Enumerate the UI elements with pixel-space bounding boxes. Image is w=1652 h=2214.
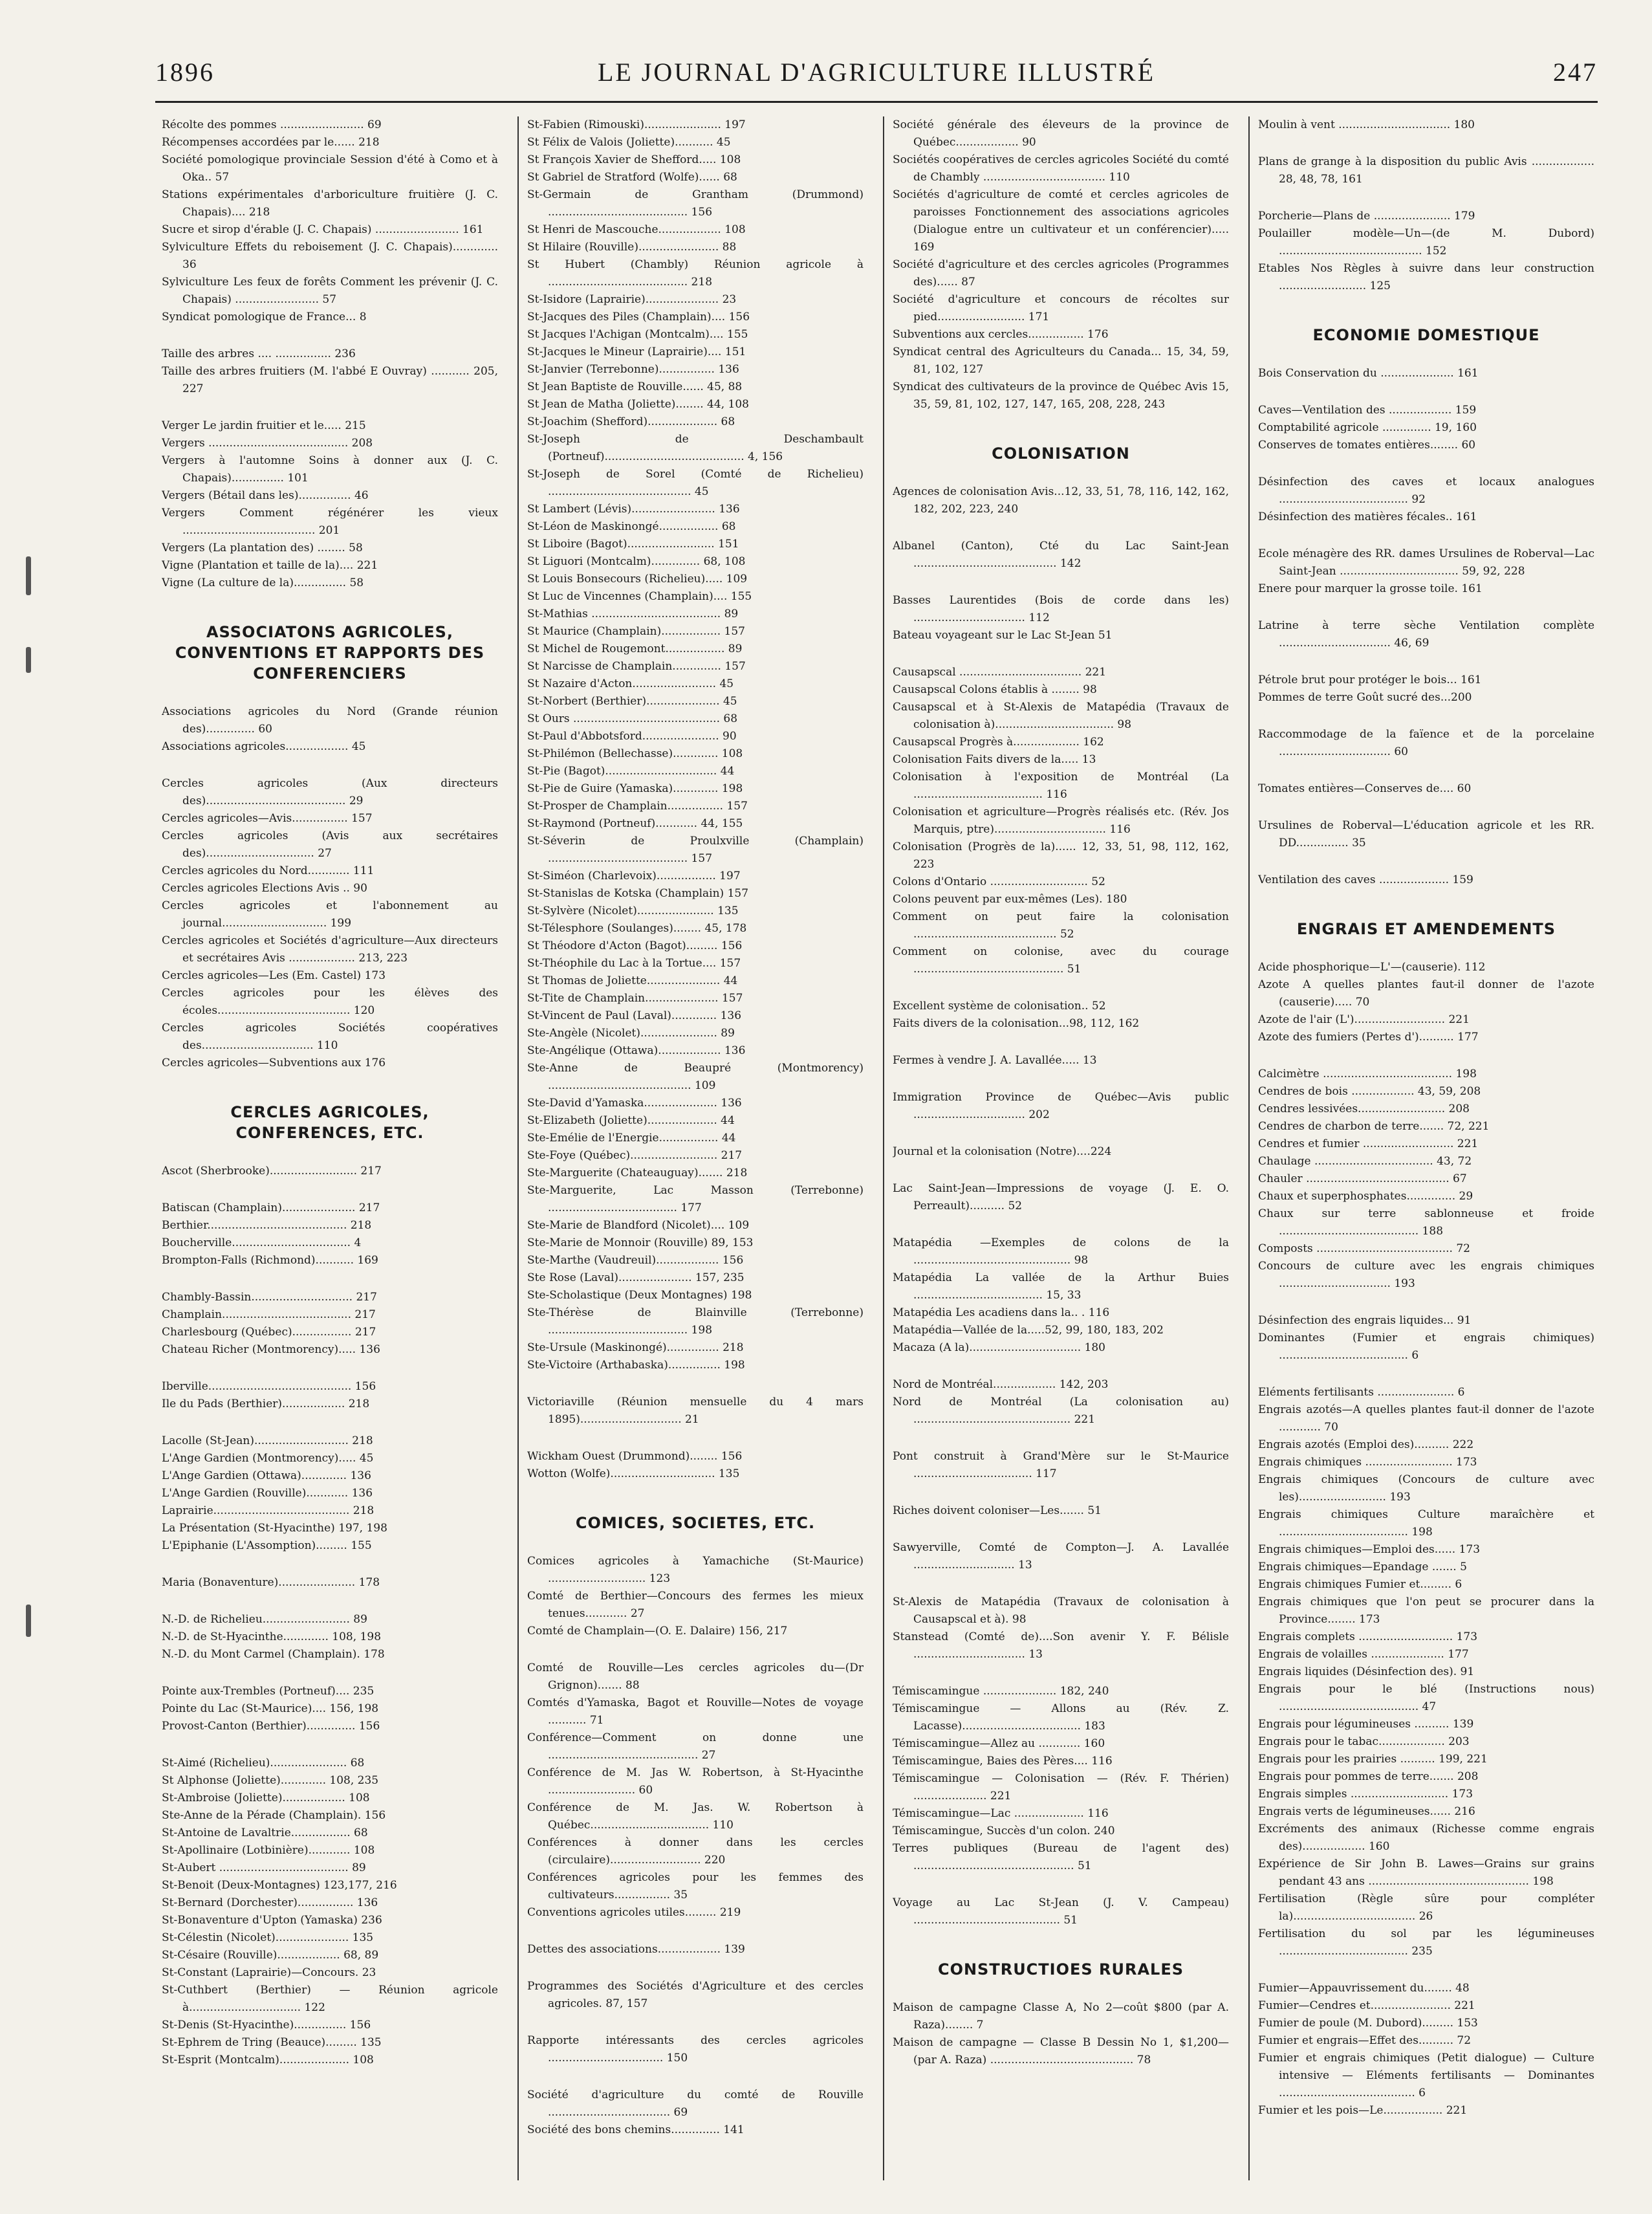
index-entry: St Narcisse de Champlain.............. 157 bbox=[527, 660, 746, 673]
index-entry: St Jacques l'Achigan (Montcalm).... 155 bbox=[527, 328, 748, 341]
index-entry: Cercles agricoles—Les (Em. Castel) 173 bbox=[162, 969, 386, 982]
index-entry: St-Alexis de Matapédia (Travaux de colonisation à Causapscal et à). 98 bbox=[893, 1595, 1229, 1626]
index-entry: Champlain..................................... 217 bbox=[162, 1308, 376, 1321]
index-entry: St-Constant (Laprairie)—Concours. 23 bbox=[162, 1966, 376, 1979]
index-entry: L'Ange Gardien (Ottawa)............. 136 bbox=[162, 1469, 371, 1482]
index-entry: St-Apollinaire (Lotbinière)............ 108 bbox=[162, 1844, 375, 1857]
index-entry: Raccommodage de la faïence et de la porcelaine ................................ 60 bbox=[1258, 728, 1594, 758]
index-entry: Albanel (Canton), Cté du Lac Saint-Jean ......................................... 142 bbox=[893, 540, 1229, 570]
index-entry: Vergers à l'automne Soins à donner aux (J. C. Chapais)............... 101 bbox=[162, 454, 498, 485]
index-entry: Laprairie....................................... 218 bbox=[162, 1504, 375, 1517]
index-entry: Comment on colonise, avec du courage ........................................... 51 bbox=[893, 945, 1229, 976]
index-entry: Azote des fumiers (Pertes d').......... 177 bbox=[1258, 1031, 1479, 1044]
index-entry: Engrais simples ............................ 173 bbox=[1258, 1788, 1473, 1801]
index-entry: St-Raymond (Portneuf)............ 44, 155 bbox=[527, 817, 743, 830]
index-entry: St-Ephrem de Tring (Beauce)......... 135 bbox=[162, 2036, 382, 2049]
index-entry: Ste-David d'Yamaska..................... 136 bbox=[527, 1097, 742, 1110]
index-entry: Ste-Marthe (Vaudreuil).................. 156 bbox=[527, 1254, 744, 1267]
index-entry: Ile du Pads (Berthier).................. 218 bbox=[162, 1397, 370, 1410]
index-entry: Comptabilité agricole .............. 19, 160 bbox=[1258, 421, 1477, 434]
index-entry: Ste-Thérèse de Blainville (Terrebonne) ........................................ 198 bbox=[527, 1306, 864, 1337]
index-entry: Caves—Ventilation des .................. 159 bbox=[1258, 404, 1477, 417]
index-entry: Ste-Ursule (Maskinongé)............... 218 bbox=[527, 1341, 744, 1354]
index-entry: Maison de campagne — Classe B Dessin No 1, $1,200— (par A. Raza) ......................................... 78 bbox=[893, 2036, 1229, 2066]
index-entry: Agences de colonisation Avis...12, 33, 51, 78, 116, 142, 162, 182, 202, 223, 240 bbox=[893, 485, 1229, 516]
header-rule bbox=[155, 101, 1598, 103]
index-entry: Ste-Marguerite (Chateauguay)....... 218 bbox=[527, 1167, 748, 1179]
index-entry: Poulailler modèle—Un—(de M. Dubord) ......................................... 152 bbox=[1258, 227, 1594, 258]
index-entry: Ventilation des caves .................... 159 bbox=[1258, 873, 1473, 886]
index-entry: Sucre et sirop d'érable (J. C. Chapais) ........................ 161 bbox=[162, 223, 484, 236]
index-entry: L'Epiphanie (L'Assomption)......... 155 bbox=[162, 1539, 372, 1552]
index-entry: St-Pie de Guire (Yamaska)............. 198 bbox=[527, 782, 743, 795]
index-entry: St-Joseph de Sorel (Comté de Richelieu) ......................................... 45 bbox=[527, 468, 864, 498]
index-entry: Immigration Province de Québec—Avis public ................................ 202 bbox=[893, 1091, 1229, 1121]
index-entry: N.-D. de Richelieu......................... 89 bbox=[162, 1613, 367, 1626]
index-entry: Eléments fertilisants ...................... 6 bbox=[1258, 1386, 1465, 1399]
index-entry: St-Stanislas de Kotska (Champlain) 157 bbox=[527, 887, 749, 900]
index-entry: Témiscamingue, Succès d'un colon. 240 bbox=[893, 1825, 1115, 1837]
index-entry: Sociétés coopératives de cercles agricoles Société du comté de Chambly ................................... 110 bbox=[893, 153, 1229, 184]
index-entry: Sylviculture Les feux de forêts Comment les prévenir (J. C. Chapais) ........................ 57 bbox=[162, 276, 498, 306]
index-entry: St-Césaire (Rouville).................. 68, 89 bbox=[162, 1949, 379, 1962]
index-entry: Fumier de poule (M. Dubord)......... 153 bbox=[1258, 2017, 1478, 2030]
index-entry: St Théodore d'Acton (Bagot)......... 156 bbox=[527, 939, 743, 952]
index-entry: Cercles agricoles—Avis................ 157 bbox=[162, 812, 373, 825]
index-entry: Maison de campagne Classe A, No 2—coût $800 (par A. Raza)........ 7 bbox=[893, 2001, 1229, 2032]
index-entry: Pommes de terre Goût sucré des...200 bbox=[1258, 691, 1472, 704]
index-entry: Cendres lessivées......................... 208 bbox=[1258, 1102, 1470, 1115]
index-entry: L'Ange Gardien (Montmorency)..... 45 bbox=[162, 1452, 374, 1465]
index-entry: Matapédia La vallée de la Arthur Buies ..................................... 15, 33 bbox=[893, 1271, 1229, 1302]
index-entry: Pont construit à Grand'Mère sur le St-Maurice .................................. 117 bbox=[893, 1450, 1229, 1480]
index-entry: St Ours .......................................... 68 bbox=[527, 712, 738, 725]
index-entry: St-Isidore (Laprairie)..................... 23 bbox=[527, 293, 737, 306]
margin-mark bbox=[26, 556, 31, 595]
index-entry: Causapscal ................................... 221 bbox=[893, 666, 1107, 679]
index-entry: Stanstead (Comté de)....Son avenir Y. F. Bélisle ................................ 13 bbox=[893, 1630, 1229, 1661]
index-entry: St-Tite de Champlain..................... 157 bbox=[527, 992, 743, 1005]
index-entry: Iberville......................................... 156 bbox=[162, 1380, 376, 1393]
index-entry: Engrais pour légumineuses .......... 139 bbox=[1258, 1718, 1474, 1731]
section-heading: ECONOMIE DOMESTIQUE bbox=[1312, 326, 1540, 344]
index-entry: Syndicat central des Agriculteurs du Canada... 15, 34, 59, 81, 102, 127 bbox=[893, 345, 1229, 376]
index-entry: Société d'agriculture du comté de Rouville ................................... 69 bbox=[527, 2088, 864, 2119]
index-entry: Colonisation et agriculture—Progrès réalisés etc. (Rév. Jos Marquis, ptre)................................ 116 bbox=[893, 806, 1229, 836]
index-entry: Nord de Montréal.................. 142, 203 bbox=[893, 1378, 1109, 1391]
index-entry: Fumier—Cendres et....................... 221 bbox=[1258, 1999, 1475, 2012]
index-entry: Vergers ........................................ 208 bbox=[162, 437, 373, 450]
index-entry: Subventions aux cercles................ 176 bbox=[893, 328, 1109, 341]
index-entry: St-Joseph de Deschambault (Portneuf)........................................ 4, 156 bbox=[527, 433, 864, 463]
index-entry: Engrais azotés—A quelles plantes faut-il donner de l'azote ............ 70 bbox=[1258, 1403, 1594, 1434]
index-entry: Témiscamingue — Colonisation — (Rév. F. Thérien) ..................... 221 bbox=[893, 1772, 1229, 1803]
index-entry: Associations agricoles du Nord (Grande réunion des).............. 60 bbox=[162, 705, 498, 736]
index-entry: Ste-Marie de Monnoir (Rouville) 89, 153 bbox=[527, 1236, 754, 1249]
index-entry: St-Antoine de Lavaltrie................. 68 bbox=[162, 1826, 368, 1839]
index-entry: St-Ambroise (Joliette).................. 108 bbox=[162, 1792, 370, 1804]
index-entry: Ursulines de Roberval—L'éducation agricole et les RR. DD............... 35 bbox=[1258, 819, 1594, 849]
index-entry: Pointe du Lac (St-Maurice).... 156, 198 bbox=[162, 1702, 379, 1715]
index-entry: Chauler ......................................... 67 bbox=[1258, 1172, 1467, 1185]
index-entry: St Lambert (Lévis)........................ 136 bbox=[527, 503, 740, 516]
index-entry: Cercles agricoles (Avis aux secrétaires des)............................... 27 bbox=[162, 829, 498, 860]
index-entry: Société pomologique provinciale Session d'été à Como et à Oka.. 57 bbox=[162, 153, 498, 184]
index-entry: Cercles agricoles et Sociétés d'agriculture—Aux directeurs et secrétaires Avis ................... 213, 223 bbox=[162, 934, 498, 965]
index-entry: Cendres de bois .................. 43, 59, 208 bbox=[1258, 1085, 1481, 1098]
index-entry: Témiscamingue — Allons au (Rév. Z. Lacasse).................................. 183 bbox=[893, 1702, 1229, 1733]
index-entry: Société d'agriculture et concours de récoltes sur pied......................... 171 bbox=[893, 293, 1229, 323]
index-entry: Stations expérimentales d'arboriculture fruitière (J. C. Chapais).... 218 bbox=[162, 188, 498, 219]
index-entry: Excellent système de colonisation.. 52 bbox=[893, 1000, 1106, 1013]
index-entry: St-Janvier (Terrebonne)................ 136 bbox=[527, 363, 739, 376]
index-entry: St-Siméon (Charlevoix)................. 197 bbox=[527, 870, 741, 882]
index-entry: Cercles agricoles et l'abonnement au journal.............................. 199 bbox=[162, 899, 498, 930]
index-entry: Programmes des Sociétés d'Agriculture et des cercles agricoles. 87, 157 bbox=[527, 1980, 864, 2010]
index-entry: Tomates entières—Conserves de.... 60 bbox=[1258, 782, 1472, 795]
index-entry: Témiscamingue, Baies des Pères.... 116 bbox=[893, 1755, 1113, 1768]
index-entry: Dettes des associations.................. 139 bbox=[527, 1943, 745, 1956]
index-entry: Chaux et superphosphates.............. 29 bbox=[1258, 1190, 1473, 1203]
index-entry: Dominantes (Fumier et engrais chimiques) ..................................... 6 bbox=[1258, 1332, 1594, 1362]
index-entry: Composts ....................................... 72 bbox=[1258, 1242, 1470, 1255]
section-heading: COLONISATION bbox=[992, 444, 1130, 463]
index-entry: Maria (Bonaventure)...................... 178 bbox=[162, 1576, 380, 1589]
index-entry: St-Denis (St-Hyacinthe)............... 156 bbox=[162, 2019, 371, 2032]
index-entry: Cercles agricoles Sociétés coopératives des................................ 110 bbox=[162, 1022, 498, 1052]
index-entry: St-Vincent de Paul (Laval)............. 136 bbox=[527, 1009, 742, 1022]
section-heading: CERCLES AGRICOLES, CONFERENCES, ETC. bbox=[230, 1103, 429, 1142]
index-entry: St-Théophile du Lac à la Tortue.... 157 bbox=[527, 957, 741, 970]
index-entry: St-Jacques le Mineur (Laprairie).... 151 bbox=[527, 345, 746, 358]
index-entry: Fumier et engrais—Effet des.......... 72 bbox=[1258, 2034, 1472, 2047]
index-entry: Calcimètre ..................................... 198 bbox=[1258, 1068, 1477, 1080]
index-entry: St-Pie (Bagot)................................ 44 bbox=[527, 765, 735, 778]
index-entry: St Félix de Valois (Joliette)........... 45 bbox=[527, 136, 731, 149]
index-entry: Causapscal Colons établis à ........ 98 bbox=[893, 683, 1097, 696]
index-entry: Ste-Angélique (Ottawa).................. 136 bbox=[527, 1044, 746, 1057]
index-entry: Ste-Marie de Blandford (Nicolet).... 109 bbox=[527, 1219, 750, 1232]
index-entry: Comté de Champlain—(O. E. Dalaire) 156, 217 bbox=[527, 1625, 788, 1638]
index-entry: Vergers (Bétail dans les)............... 46 bbox=[162, 489, 369, 502]
index-entry: Engrais de volailles ..................... 177 bbox=[1258, 1648, 1469, 1661]
index-entry: Cercles agricoles (Aux directeurs des)........................................ 29 bbox=[162, 777, 498, 807]
index-entry: St-Fabien (Rimouski)...................... 197 bbox=[527, 118, 746, 131]
index-entry: Matapédia Les acadiens dans la.. . 116 bbox=[893, 1306, 1110, 1319]
index-entry: Ste-Marguerite, Lac Masson (Terrebonne) ..................................... 177 bbox=[527, 1184, 864, 1214]
index-entry: St Liboire (Bagot)......................... 151 bbox=[527, 538, 739, 551]
index-entry: St-Bonaventure d'Upton (Yamaska) 236 bbox=[162, 1914, 382, 1927]
index-entry: Engrais pour les prairies .......... 199, 221 bbox=[1258, 1753, 1488, 1766]
section-heading: COMICES, SOCIETES, ETC. bbox=[575, 1514, 816, 1532]
index-entry: Brompton-Falls (Richmond)........... 169 bbox=[162, 1254, 378, 1267]
index-entry: Engrais pour le tabac................... 203 bbox=[1258, 1735, 1470, 1748]
column-divider bbox=[883, 116, 884, 2180]
index-entry: Témiscamingue—Allez au ............ 160 bbox=[893, 1737, 1105, 1750]
index-entry: Syndicat des cultivateurs de la province de Québec Avis 15, 35, 59, 81, 102, 127, 147, 165, 208, 228, 243 bbox=[893, 380, 1229, 411]
index-entry: Voyage au Lac St-Jean (J. V. Campeau) .......................................... 51 bbox=[893, 1896, 1229, 1927]
index-entry: Engrais verts de légumineuses...... 216 bbox=[1258, 1805, 1475, 1818]
journal-title: LE JOURNAL D'AGRICULTURE ILLUSTRÉ bbox=[597, 58, 1156, 87]
index-entry: Rapporte intéressants des cercles agricoles ................................. 150 bbox=[527, 2034, 864, 2065]
index-entry: Verger Le jardin fruitier et le..... 215 bbox=[162, 419, 366, 432]
header-year: 1896 bbox=[155, 58, 215, 87]
index-entry: Sawyerville, Comté de Compton—J. A. Lavallée ............................. 13 bbox=[893, 1541, 1229, 1572]
index-entry: Taille des arbres fruitiers (M. l'abbé E Ouvray) ........... 205, 227 bbox=[162, 365, 498, 395]
index-entry: Vergers Comment régénérer les vieux ...................................... 201 bbox=[162, 507, 498, 537]
index-entry: Conférence de M. Jas W. Robertson, à St-Hyacinthe ......................... 60 bbox=[527, 1766, 864, 1797]
index-entry: St Louis Bonsecours (Richelieu)..... 109 bbox=[527, 573, 748, 586]
index-entry: Vergers (La plantation des) ........ 58 bbox=[162, 542, 363, 554]
index-entry: St Maurice (Champlain)................. 157 bbox=[527, 625, 745, 638]
index-entry: St-Sylvère (Nicolet)...................... 135 bbox=[527, 904, 739, 917]
index-entry: Enere pour marquer la grosse toile. 161 bbox=[1258, 582, 1483, 595]
index-entry: Riches doivent coloniser—Les....... 51 bbox=[893, 1504, 1102, 1517]
index-entry: Cercles agricoles—Subventions aux 176 bbox=[162, 1057, 386, 1069]
index-entry: Ascot (Sherbrooke)......................... 217 bbox=[162, 1165, 382, 1178]
index-entry: St-Cuthbert (Berthier) — Réunion agricole à................................ 122 bbox=[162, 1984, 498, 2014]
index-entry: L'Ange Gardien (Rouville)............ 136 bbox=[162, 1487, 373, 1500]
index-entry: Désinfection des caves et locaux analogues ..................................... 92 bbox=[1258, 476, 1594, 506]
index-entry: Causapscal et à St-Alexis de Matapédia (Travaux de colonisation à).................................. 98 bbox=[893, 701, 1229, 731]
index-entry: Engrais chimiques (Concours de culture avec les)......................... 193 bbox=[1258, 1473, 1594, 1504]
index-entry: Vigne (Plantation et taille de la).... 221 bbox=[162, 559, 378, 572]
index-entry: Batiscan (Champlain)..................... 217 bbox=[162, 1201, 380, 1214]
index-entry: Comices agricoles à Yamachiche (St-Maurice) ............................ 123 bbox=[527, 1555, 864, 1585]
index-entry: Société des bons chemins.............. 141 bbox=[527, 2123, 744, 2136]
margin-mark bbox=[26, 1605, 31, 1637]
index-entry: Conférences à donner dans les cercles (circulaire).......................... 220 bbox=[527, 1836, 864, 1867]
index-entry: Ste-Angèle (Nicolet)...................... 89 bbox=[527, 1027, 735, 1040]
page-header bbox=[155, 57, 1598, 96]
index-entry: St-Aubert ..................................... 89 bbox=[162, 1861, 366, 1874]
index-entry: St-Joachim (Shefford).................... 68 bbox=[527, 415, 735, 428]
index-entry: Associations agricoles.................. 45 bbox=[162, 740, 366, 753]
index-entry: Fertilisation du sol par les légumineuses ..................................... 235 bbox=[1258, 1927, 1594, 1958]
index-entry: St-Aimé (Richelieu)...................... 68 bbox=[162, 1757, 365, 1770]
index-entry: Colons peuvent par eux-mêmes (Les). 180 bbox=[893, 893, 1127, 906]
index-entry: St-Esprit (Montcalm).................... 108 bbox=[162, 2054, 374, 2066]
index-entry: Engrais complets ........................... 173 bbox=[1258, 1630, 1478, 1643]
index-entry: Ste-Scholastique (Deux Montagnes) 198 bbox=[527, 1289, 752, 1302]
index-entry: Fumier—Appauvrissement du........ 48 bbox=[1258, 1982, 1470, 1995]
index-entry: Excréments des animaux (Richesse comme engrais des).................. 160 bbox=[1258, 1823, 1594, 1853]
index-entry: Fumier et engrais chimiques (Petit dialogue) — Culture intensive — Eléments fertilisants — Dominantes ....................................... 6 bbox=[1258, 2052, 1594, 2099]
index-entry: Engrais chimiques ......................... 173 bbox=[1258, 1456, 1477, 1469]
index-entry: Conférences agricoles pour les femmes des cultivateurs................ 35 bbox=[527, 1871, 864, 1902]
index-entry: Colonisation à l'exposition de Montréal (La ..................................... 116 bbox=[893, 771, 1229, 801]
index-entry: Cendres et fumier .......................... 221 bbox=[1258, 1137, 1479, 1150]
index-entry: Récompenses accordées par le...... 218 bbox=[162, 136, 380, 149]
index-column-4 bbox=[1258, 116, 1594, 2180]
margin-mark bbox=[26, 647, 31, 673]
section-heading: CONSTRUCTIOES RURALES bbox=[937, 1960, 1184, 1978]
index-entry: Engrais chimiques que l'on peut se procurer dans la Province........ 173 bbox=[1258, 1595, 1594, 1626]
index-entry: Fumier et les pois—Le................. 221 bbox=[1258, 2104, 1468, 2117]
index-entry: Ste-Anne de la Pérade (Champlain). 156 bbox=[162, 1809, 386, 1822]
index-entry: Cercles agricoles du Nord............ 111 bbox=[162, 864, 375, 877]
index-entry: Azote A quelles plantes faut-il donner de l'azote (causerie)..... 70 bbox=[1258, 978, 1594, 1009]
index-entry: Ecole ménagère des RR. dames Ursulines de Roberval—Lac Saint-Jean .................................. 59, 92, 228 bbox=[1258, 547, 1594, 578]
index-entry: Boucherville.................................. 4 bbox=[162, 1236, 362, 1249]
index-entry: St-Séverin de Proulxville (Champlain) ........................................ 157 bbox=[527, 835, 864, 865]
index-entry: St-Prosper de Champlain................ 157 bbox=[527, 800, 748, 813]
index-entry: Syndicat pomologique de France... 8 bbox=[162, 311, 367, 323]
index-entry: Charlesbourg (Québec)................. 217 bbox=[162, 1326, 376, 1339]
index-entry: Fermes à vendre J. A. Lavallée..... 13 bbox=[893, 1054, 1097, 1067]
index-entry: Nord de Montréal (La colonisation au) ............................................. 221 bbox=[893, 1396, 1229, 1426]
index-column-2 bbox=[527, 116, 864, 2180]
index-entry: Engrais azotés (Emploi des).......... 222 bbox=[1258, 1438, 1474, 1451]
index-entry: St-Mathias ..................................... 89 bbox=[527, 608, 739, 620]
index-entry: Wickham Ouest (Drummond)........ 156 bbox=[527, 1450, 743, 1463]
index-entry: St Alphonse (Joliette)............. 108, 235 bbox=[162, 1774, 379, 1787]
index-entry: Lacolle (St-Jean)........................... 218 bbox=[162, 1434, 373, 1447]
index-entry: St Luc de Vincennes (Champlain).... 155 bbox=[527, 590, 752, 603]
index-entry: Conférence—Comment on donne une ........................................... 27 bbox=[527, 1731, 864, 1762]
index-entry: Colonisation (Progrès de la)...... 12, 33, 51, 98, 112, 162, 223 bbox=[893, 840, 1229, 871]
index-entry: Sociétés d'agriculture de comté et cercles agricoles de paroisses Fonctionnement des associations agricoles (Dialogue entre un cultivateur et un conférencier)..... 169 bbox=[893, 188, 1229, 254]
index-entry: St-Elizabeth (Joliette).................... 44 bbox=[527, 1114, 735, 1127]
index-entry: St Gabriel de Stratford (Wolfe)...... 68 bbox=[527, 171, 737, 184]
column-divider bbox=[517, 116, 519, 2180]
index-entry: St Nazaire d'Acton........................ 45 bbox=[527, 677, 734, 690]
index-entry: Comté de Rouville—Les cercles agricoles du—(Dr Grignon)....... 88 bbox=[527, 1661, 864, 1692]
index-entry: Berthier........................................ 218 bbox=[162, 1219, 372, 1232]
index-entry: Ste-Emélie de l'Energie................. 44 bbox=[527, 1132, 736, 1145]
index-entry: St Liguori (Montcalm).............. 68, 108 bbox=[527, 555, 746, 568]
index-entry: Matapédia—Vallée de la.....52, 99, 180, 183, 202 bbox=[893, 1324, 1164, 1337]
index-entry: Provost-Canton (Berthier).............. 156 bbox=[162, 1720, 380, 1733]
index-entry: Ste-Foye (Québec)......................... 217 bbox=[527, 1149, 743, 1162]
index-entry: St Jean Baptiste de Rouville...... 45, 88 bbox=[527, 380, 743, 393]
index-entry: St-Norbert (Berthier)..................... 45 bbox=[527, 695, 737, 708]
index-entry: St Hilaire (Rouville)....................... 88 bbox=[527, 241, 737, 254]
index-entry: Cercles agricoles pour les élèves des écoles...................................... 120 bbox=[162, 987, 498, 1017]
index-entry: Société générale des éleveurs de la province de Québec.................. 90 bbox=[893, 118, 1229, 149]
index-entry: Moulin à vent ................................ 180 bbox=[1258, 118, 1475, 131]
index-entry: St-Célestin (Nicolet)..................... 135 bbox=[162, 1931, 374, 1944]
index-entry: La Présentation (St-Hyacinthe) 197, 198 bbox=[162, 1522, 387, 1535]
index-entry: Terres publiques (Bureau de l'agent des) .............................................. 51 bbox=[893, 1842, 1229, 1872]
index-entry: Basses Laurentides (Bois de corde dans les) ................................ 112 bbox=[893, 594, 1229, 624]
index-entry: Engrais chimiques—Emploi des...... 173 bbox=[1258, 1543, 1481, 1556]
index-entry: St-Léon de Maskinongé................. 68 bbox=[527, 520, 736, 533]
index-entry: St-Bernard (Dorchester)................ 136 bbox=[162, 1896, 378, 1909]
index-entry: Plans de grange à la disposition du public Avis .................. 28, 48, 78, 161 bbox=[1258, 155, 1594, 186]
index-entry: N.-D. du Mont Carmel (Champlain). 178 bbox=[162, 1648, 385, 1661]
index-entry: Engrais pour pommes de terre....... 208 bbox=[1258, 1770, 1479, 1783]
index-entry: Concours de culture avec les engrais chimiques ................................ 193 bbox=[1258, 1260, 1594, 1290]
index-entry: St-Philémon (Bellechasse)............. 108 bbox=[527, 747, 743, 760]
index-entry: Témiscamingue—Lac .................... 116 bbox=[893, 1807, 1109, 1820]
index-entry: Comté de Berthier—Concours des fermes les mieux tenues............ 27 bbox=[527, 1590, 864, 1620]
index-entry: Macaza (A la)................................ 180 bbox=[893, 1341, 1105, 1354]
index-entry: Cendres de charbon de terre....... 72, 221 bbox=[1258, 1120, 1490, 1133]
index-entry: St Henri de Mascouche.................. 108 bbox=[527, 223, 746, 236]
index-entry: Matapédia —Exemples de colons de la ............................................. 98 bbox=[893, 1236, 1229, 1267]
index-entry: St-Jacques des Piles (Champlain).... 156 bbox=[527, 311, 750, 323]
index-entry: St Hubert (Chambly) Réunion agricole à ........................................ 218 bbox=[527, 258, 864, 289]
index-entry: Désinfection des engrais liquides... 91 bbox=[1258, 1314, 1472, 1327]
index-entry: N.-D. de St-Hyacinthe............. 108, 198 bbox=[162, 1630, 382, 1643]
column-divider bbox=[1248, 116, 1250, 2180]
index-entry: Colonisation Faits divers de la..... 13 bbox=[893, 753, 1096, 766]
index-entry: Azote de l'air (L').......................... 221 bbox=[1258, 1013, 1470, 1026]
section-heading: ENGRAIS ET AMENDEMENTS bbox=[1296, 920, 1556, 938]
index-entry: Colons d'Ontario ............................ 52 bbox=[893, 875, 1105, 888]
index-column-3 bbox=[893, 116, 1229, 2180]
index-entry: Journal et la colonisation (Notre)....224 bbox=[893, 1145, 1112, 1158]
index-entry: Récolte des pommes ........................ 69 bbox=[162, 118, 382, 131]
index-entry: Taille des arbres .... ................ 236 bbox=[162, 347, 356, 360]
index-column-1 bbox=[162, 116, 498, 2180]
index-entry: Cercles agricoles Elections Avis .. 90 bbox=[162, 882, 367, 895]
index-entry: Causapscal Progrès à................... 162 bbox=[893, 736, 1104, 749]
index-entry: Ste-Anne de Beaupré (Montmorency) ......................................... 109 bbox=[527, 1062, 864, 1092]
index-entry: Engrais liquides (Désinfection des). 91 bbox=[1258, 1665, 1475, 1678]
index-entry: St Jean de Matha (Joliette)........ 44, 108 bbox=[527, 398, 749, 411]
section-heading: ASSOCIATONS AGRICOLES, CONVENTIONS ET RAPPORTS DES CONFERENCIERS bbox=[175, 623, 485, 683]
index-entry: Fertilisation (Règle sûre pour compléter la)................................... 26 bbox=[1258, 1892, 1594, 1923]
index-entry: Engrais chimiques Culture maraîchère et ..................................... 198 bbox=[1258, 1508, 1594, 1539]
index-entry: Conférence de M. Jas. W. Robertson à Québec.................................. 110 bbox=[527, 1801, 864, 1832]
index-entry: Porcherie—Plans de ...................... 179 bbox=[1258, 210, 1475, 223]
index-entry: Conventions agricoles utiles......... 219 bbox=[527, 1906, 741, 1919]
index-entry: Victoriaville (Réunion mensuelle du 4 mars 1895)............................. 21 bbox=[527, 1396, 864, 1426]
index-entry: Pointe aux-Trembles (Portneuf).... 235 bbox=[162, 1685, 375, 1698]
index-entry: Lac Saint-Jean—Impressions de voyage (J. E. O. Perreault).......... 52 bbox=[893, 1182, 1229, 1212]
index-entry: Engrais chimiques—Epandage ....... 5 bbox=[1258, 1561, 1467, 1573]
index-entry: Ste-Victoire (Arthabaska)............... 198 bbox=[527, 1359, 745, 1372]
index-entry: St François Xavier de Shefford..... 108 bbox=[527, 153, 741, 166]
index-entry: St-Benoit (Deux-Montagnes) 123,177, 216 bbox=[162, 1879, 397, 1892]
index-entry: St-Télesphore (Soulanges)........ 45, 178 bbox=[527, 922, 747, 935]
index-entry: Chaulage .................................. 43, 72 bbox=[1258, 1155, 1472, 1168]
index-entry: Vigne (La culture de la)............... 58 bbox=[162, 576, 364, 589]
index-entry: Comtés d'Yamaska, Bagot et Rouville—Notes de voyage ........... 71 bbox=[527, 1696, 864, 1727]
index-entry: Chambly-Bassin............................. 217 bbox=[162, 1291, 377, 1304]
index-entry: Etables Nos Règles à suivre dans leur construction ......................... 125 bbox=[1258, 262, 1594, 292]
index-entry: St Michel de Rougemont................. 89 bbox=[527, 642, 743, 655]
index-entry: St Thomas de Joliette..................... 44 bbox=[527, 974, 738, 987]
index-entry: Bateau voyageant sur le Lac St-Jean 51 bbox=[893, 629, 1113, 642]
index-entry: Engrais chimiques Fumier et......... 6 bbox=[1258, 1578, 1462, 1591]
index-entry: Faits divers de la colonisation...98, 112, 162 bbox=[893, 1017, 1140, 1030]
page-number: 247 bbox=[1553, 58, 1598, 87]
index-entry: Chateau Richer (Montmorency)..... 136 bbox=[162, 1343, 380, 1356]
index-entry: Latrine à terre sèche Ventilation complète ................................ 46, 69 bbox=[1258, 619, 1594, 650]
index-entry: Sylviculture Effets du reboisement (J. C. Chapais)............. 36 bbox=[162, 241, 498, 271]
index-entry: Ste Rose (Laval)..................... 157, 235 bbox=[527, 1271, 744, 1284]
index-entry: Expérience de Sir John B. Lawes—Grains sur grains pendant 43 ans .............................................. 198 bbox=[1258, 1858, 1594, 1888]
index-entry: Conserves de tomates entières........ 60 bbox=[1258, 439, 1476, 452]
index-entry: Chaux sur terre sablonneuse et froide ........................................ 188 bbox=[1258, 1207, 1594, 1238]
index-entry: Acide phosphorique—L'—(causerie). 112 bbox=[1258, 961, 1486, 974]
index-entry: Pétrole brut pour protéger le bois... 161 bbox=[1258, 674, 1482, 686]
index-entry: Société d'agriculture et des cercles agricoles (Programmes des)...... 87 bbox=[893, 258, 1229, 289]
index-entry: Engrais pour le blé (Instructions nous) ........................................ 47 bbox=[1258, 1683, 1594, 1713]
index-entry: Témiscamingue ..................... 182, 240 bbox=[893, 1685, 1109, 1698]
index-entry: Comment on peut faire la colonisation ......................................... 52 bbox=[893, 910, 1229, 941]
index-entry: Désinfection des matières fécales.. 161 bbox=[1258, 510, 1477, 523]
index-entry: St-Paul d'Abbotsford...................... 90 bbox=[527, 730, 737, 743]
index-entry: Bois Conservation du ..................... 161 bbox=[1258, 367, 1479, 380]
index-entry: Wotton (Wolfe).............................. 135 bbox=[527, 1467, 740, 1480]
index-entry: St-Germain de Grantham (Drummond) ........................................ 156 bbox=[527, 188, 864, 219]
